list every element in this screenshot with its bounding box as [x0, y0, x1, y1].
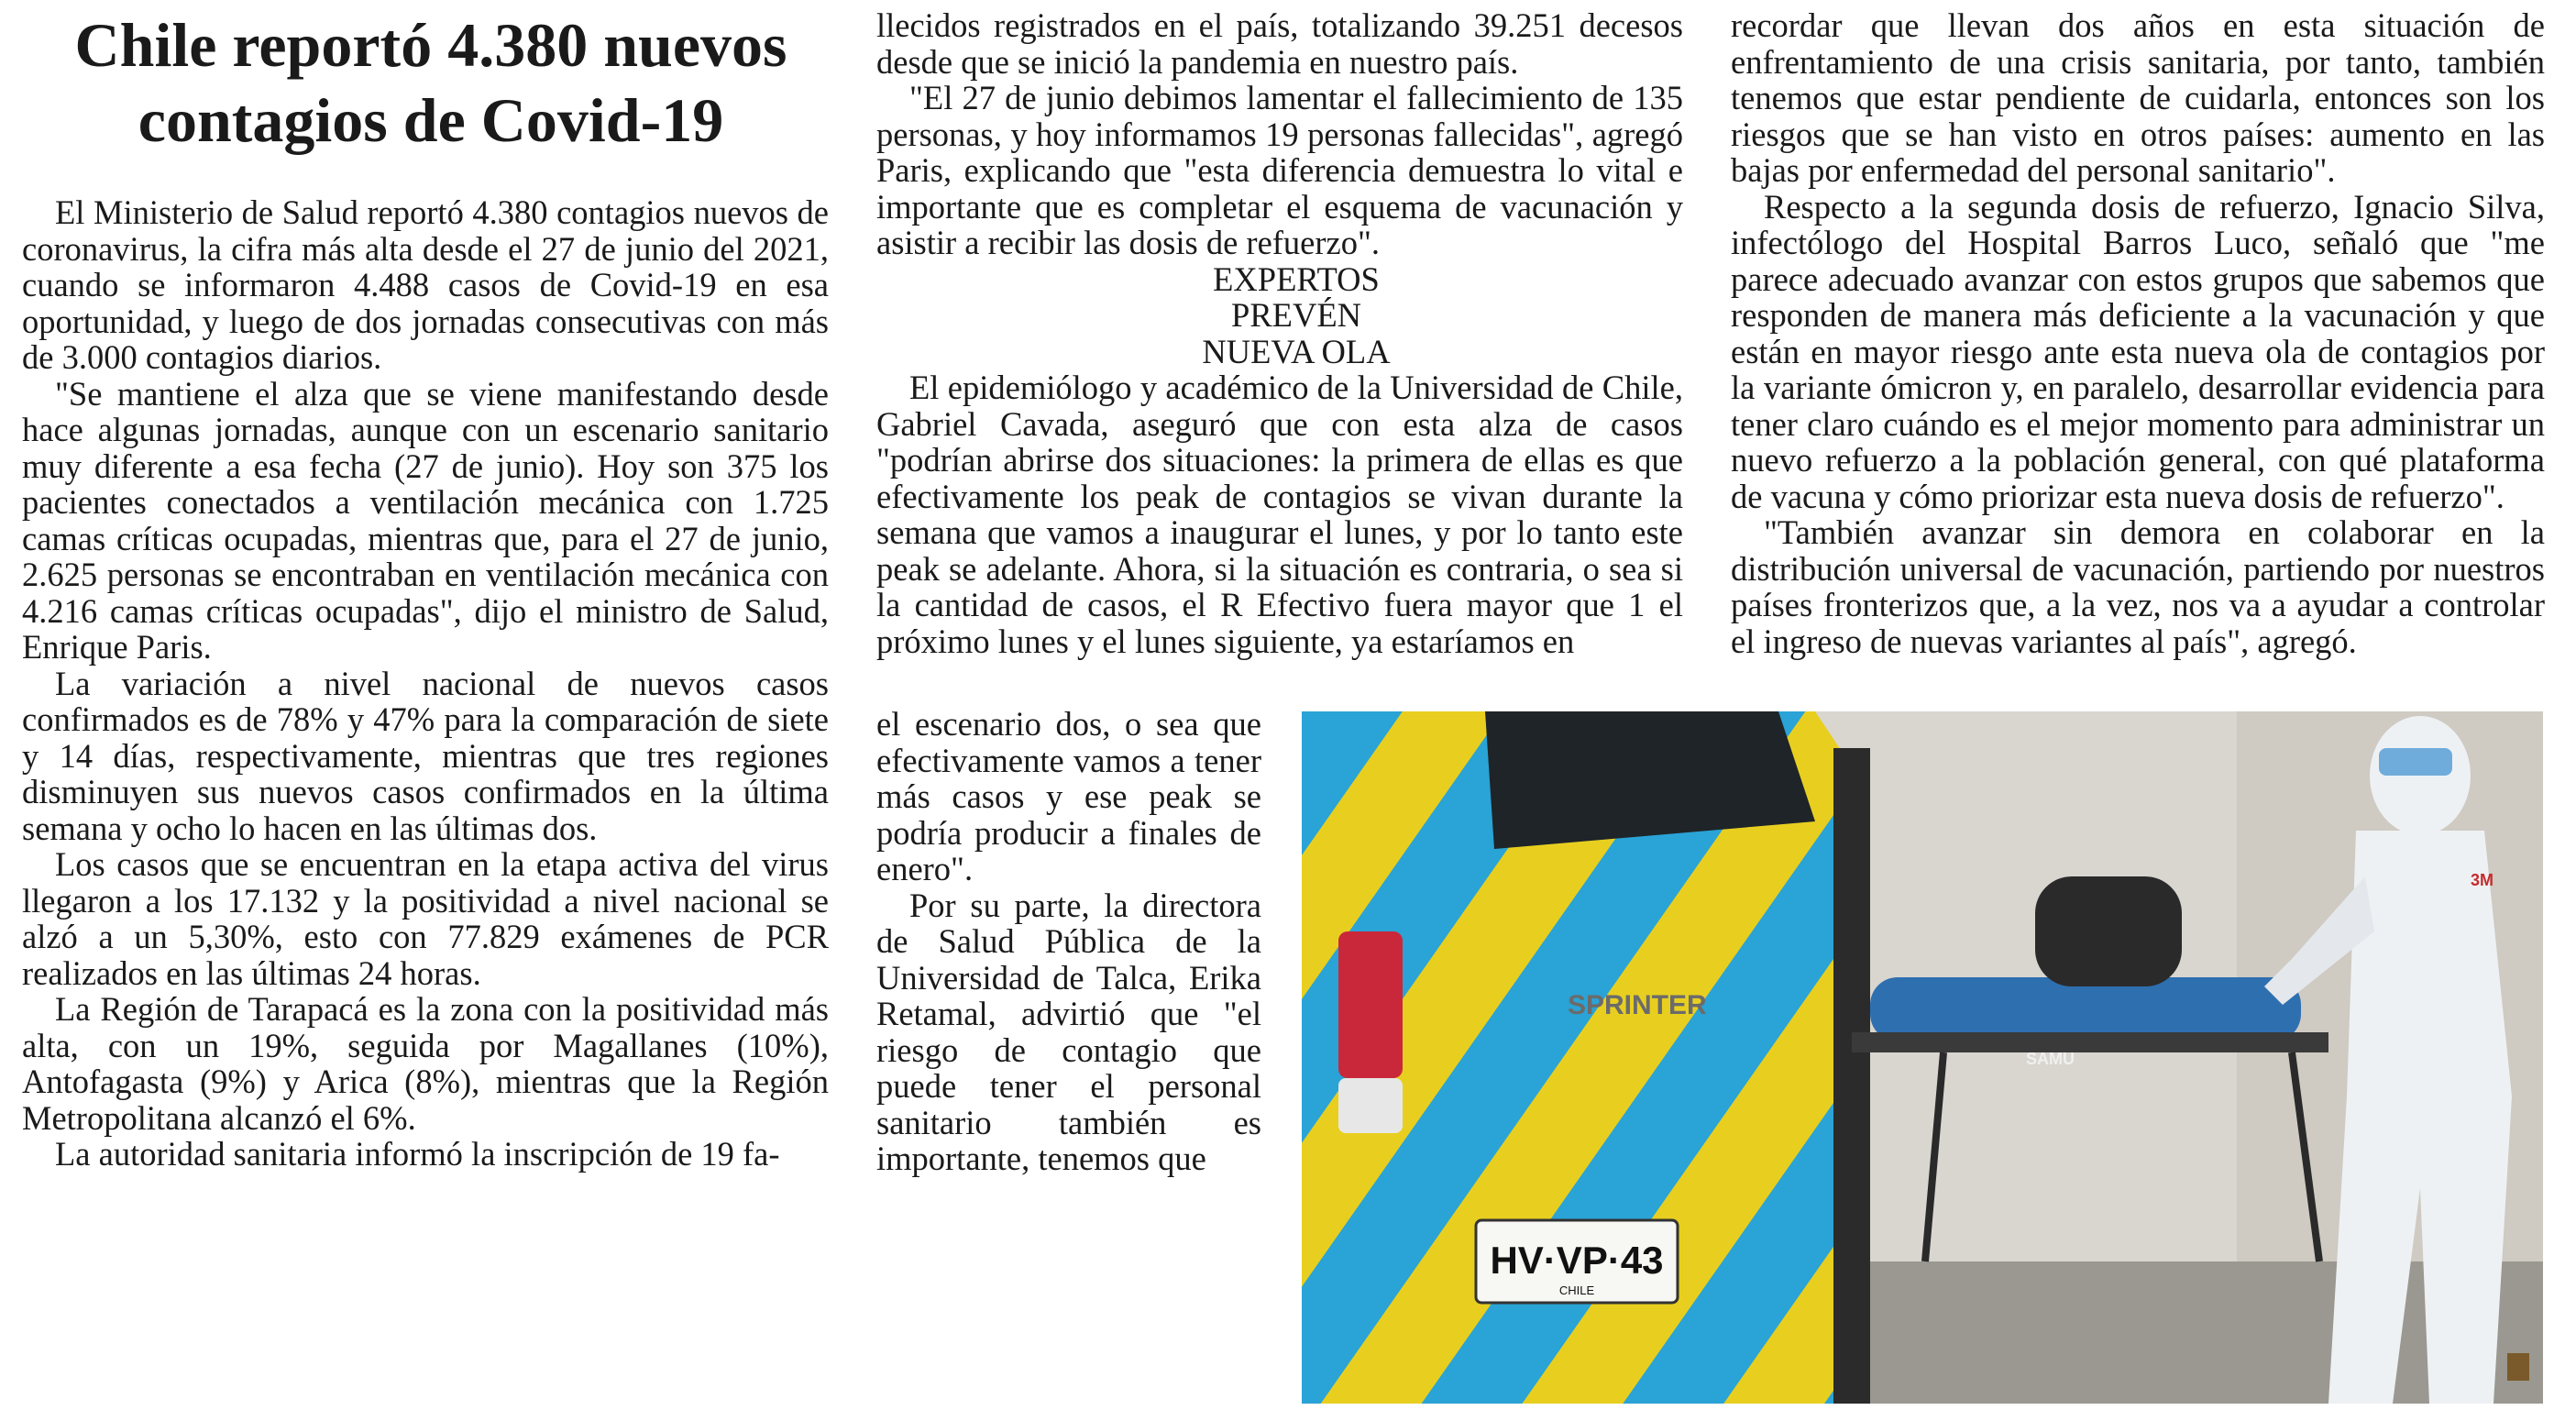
stretcher-brand: SAMU — [2026, 1050, 2075, 1068]
paragraph: Por su parte, la directora de Salud Pública de la Universidad de Talca, Erika Retamal, advirtió que "el riesgo de contagio que puede tener el personal sanitario también es importante, tenemos que — [876, 886, 1261, 1177]
wall-socket — [2507, 1353, 2529, 1381]
paragraph: El Ministerio de Salud reportó 4.380 contagios nuevos de coronavirus, la cifra más alta desde el 27 de junio del 2021, cuando se informaron 4.488 casos de Covid-19 en esa oportunidad, y luego de dos jornadas consecutivas con más de 3.000 contagios diarios. — [22, 193, 829, 376]
paragraph: Los casos que se encuentran en la etapa activa del virus llegaron a los 17.132 y la positividad a nivel nacional se alzó a un 5,30%, esto con 77.829 exámenes de PCR realizados en las últimas 24 horas. — [22, 845, 829, 992]
paragraph: llecidos registrados en el país, totalizando 39.251 decesos desde que se inició la pandemia en nuestro país. — [876, 6, 1683, 81]
subhead-line: EXPERTOS — [1213, 259, 1380, 298]
license-plate-number: HV·VP·43 — [1490, 1239, 1664, 1282]
paragraph: El epidemiólogo y académico de la Universidad de Chile, Gabriel Cavada, aseguró que con esta alza de casos "podrían abrirse dos situaciones: la primera de ellas es que efectivamente los peak de contagios se vivan durante la semana que vamos a inaugurar el lunes, y por lo tanto este peak se adelante. Ahora, si la situación es contraria, o sea si la cantidad de casos, el R Efectivo fuera mayor que 1 el próximo lunes y el lunes siguiente, ya estaríamos en — [876, 369, 1683, 660]
paragraph: recordar que llevan dos años en esta situación de enfrentamiento de una crisis sanitaria, por tanto, también tenemos que estar pendiente de cuidarla, entonces son los riesgos que se han visto en otros países: aumento en las bajas por enfermedad del personal sanitario". — [1731, 6, 2545, 189]
column-1 — [22, 194, 829, 1173]
column-3 — [1731, 7, 2545, 659]
column-2-top — [876, 7, 1683, 659]
headline: Chile reportó 4.380 nuevos contagios de Covid-19 — [74, 10, 787, 155]
suit-mark: 3M — [2471, 871, 2494, 889]
stretcher-frame — [1852, 1032, 2328, 1052]
paragraph: Respecto a la segunda dosis de refuerzo, Ignacio Silva, infectólogo del Hospital Barros Luco, señaló que "me parece adecuado avanzar con estos grupos que sabemos que responden de manera más deficiente a la vacunación y que están en mayor riesgo ante esta nueva ola de contagios por la variante ómicron y, en paralelo, desarrollar evidencia para tener claro cuándo es el mejor momento para administrar un nuevo refuerzo a la población general, con qué plataforma de vacuna y cómo priorizar esta nueva dosis de refuerzo". — [1731, 187, 2545, 515]
paragraph: "Se mantiene el alza que se viene manifestando desde hace algunas jornadas, aunque con un escenario sanitario muy diferente a esa fecha (27 de junio). Hoy son 375 los pacientes conectados a ventilación mecánica con 1.725 camas críticas ocupadas, mientras que, para el 27 de junio, 2.625 personas se encontraban en ventilación mecánica con 4.216 camas críticas ocupadas", dijo el ministro de Salud, Enrique Paris. — [22, 374, 829, 666]
paragraph: La Región de Tarapacá es la zona con la positividad más alta, con un 19%, seguida por Magallanes (10%), Antofagasta (9%) y Arica (8%), mientras que la Región Metropolitana alcanzó el 6%. — [22, 990, 829, 1137]
paragraph: "El 27 de junio debimos lamentar el fallecimiento de 135 personas, y hoy informamos 19 personas fallecidas", agregó Paris, explicando que "esta diferencia demuestra lo vital e importante que es completar el esquema de vacunación y asistir a recibir las dosis de refuerzo". — [876, 79, 1683, 261]
door-edge — [1833, 748, 1870, 1404]
subhead-line: PREVÉN — [1231, 296, 1361, 334]
tail-light — [1338, 931, 1403, 1078]
ambulance-photo — [1302, 711, 2543, 1404]
column-2-bottom — [876, 706, 1261, 1177]
license-plate-country: CHILE — [1558, 1283, 1595, 1297]
ambulance-scene — [1302, 711, 2543, 1404]
face-shield — [2379, 748, 2452, 776]
stretcher-mattress — [1870, 977, 2301, 1041]
van-badge: SPRINTER — [1568, 990, 1707, 1020]
reverse-light — [1338, 1078, 1403, 1133]
subhead-line: NUEVA OLA — [1202, 332, 1391, 370]
paragraph: "También avanzar sin demora en colaborar en la distribución universal de vacunación, partiendo por nuestros países fronterizos que, a la vez, nos va a ayudar a controlar el ingreso de nuevas variantes al país", agregó. — [1731, 513, 2545, 660]
body-bag — [2035, 876, 2182, 986]
paragraph: el escenario dos, o sea que efectivamente vamos a tener más casos y ese peak se podría producir a finales de enero". — [876, 705, 1261, 887]
paragraph: La autoridad sanitaria informó la inscripción de 19 fa- — [55, 1135, 780, 1173]
paragraph: La variación a nivel nacional de nuevos casos confirmados es de 78% y 47% para la comparación de siete y 14 días, respectivamente, mientras que tres regiones disminuyen sus nuevos casos confirmados en la última semana y ocho lo hacen en las últimas dos. — [22, 664, 829, 847]
